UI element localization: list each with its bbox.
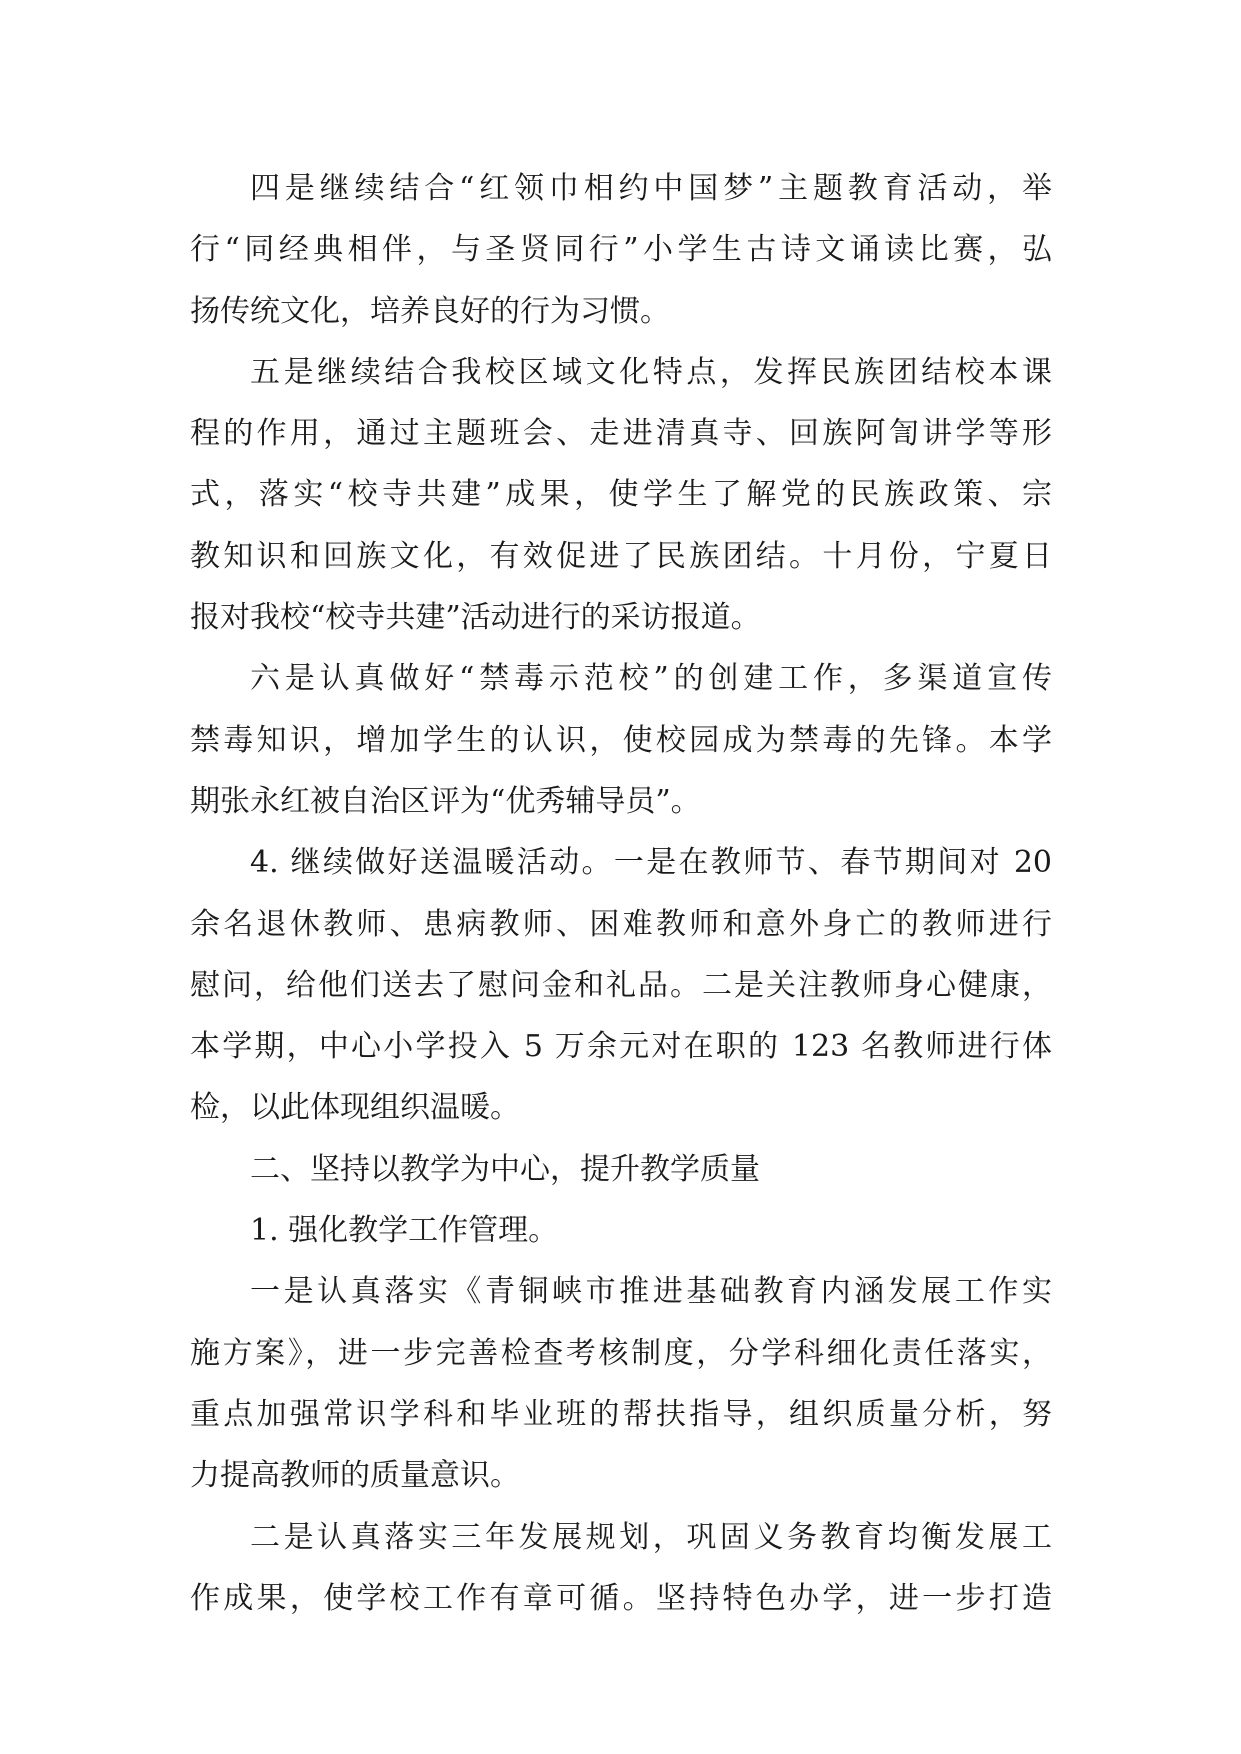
text-line: 扬传统文化，培养良好的行为习惯。 (190, 293, 670, 329)
text-line: 力提高教师的质量意识。 (190, 1458, 520, 1494)
text-line: 检，以此体现组织温暖。 (190, 1090, 520, 1126)
text-line: 一是认真落实《青铜峡市推进基础教育内涵发展工作实 (250, 1274, 1052, 1310)
text-line: 四是继续结合“红领巾相约中国梦”主题教育活动，举 (250, 171, 1052, 206)
text-line: 期张永红被自治区评为“优秀辅导员”。 (190, 783, 701, 819)
text-line: 二、坚持以教学为中心，提升教学质量 (250, 1151, 760, 1187)
text-line: 禁毒知识，增加学生的认识，使校园成为禁毒的先锋。本学 (190, 722, 1052, 758)
text-line: 报对我校“校寺共建”活动进行的采访报道。 (190, 600, 761, 636)
text-line: 余名退休教师、患病教师、困难教师和意外身亡的教师进行 (190, 906, 1052, 942)
text-line: 六是认真做好“禁毒示范校”的创建工作，多渠道宣传 (250, 661, 1052, 697)
text-line: 行“同经典相伴，与圣贤同行”小学生古诗文诵读比赛，弘 (190, 232, 1052, 268)
document-body (190, 158, 1052, 1629)
text-line: 施方案》，进一步完善检查考核制度，分学科细化责任落实， (190, 1335, 1052, 1371)
text-line: 教知识和回族文化，有效促进了民族团结。十月份，宁夏日 (190, 538, 1052, 574)
text-line: 程的作用，通过主题班会、走进清真寺、回族阿訇讲学等形 (190, 416, 1052, 452)
text-line: 作成果，使学校工作有章可循。坚持特色办学，进一步打造 (190, 1580, 1052, 1616)
text-line: 五是继续结合我校区域文化特点，发挥民族团结校本课 (250, 354, 1052, 390)
text-line: 本学期，中心小学投入 5 万余元对在职的 123 名教师进行体 (190, 1029, 1052, 1065)
text-line: 二是认真落实三年发展规划，巩固义务教育均衡发展工 (250, 1519, 1052, 1555)
text-line: 重点加强常识学科和毕业班的帮扶指导，组织质量分析，努 (190, 1396, 1052, 1432)
text-line: 4. 继续做好送温暖活动。一是在教师节、春节期间对 20 (250, 845, 1052, 881)
text-line: 慰问，给他们送去了慰问金和礼品。二是关注教师身心健康， (190, 967, 1052, 1003)
text-line: 式，落实“校寺共建”成果，使学生了解党的民族政策、宗 (190, 477, 1052, 513)
text-line: 1. 强化教学工作管理。 (250, 1213, 559, 1249)
